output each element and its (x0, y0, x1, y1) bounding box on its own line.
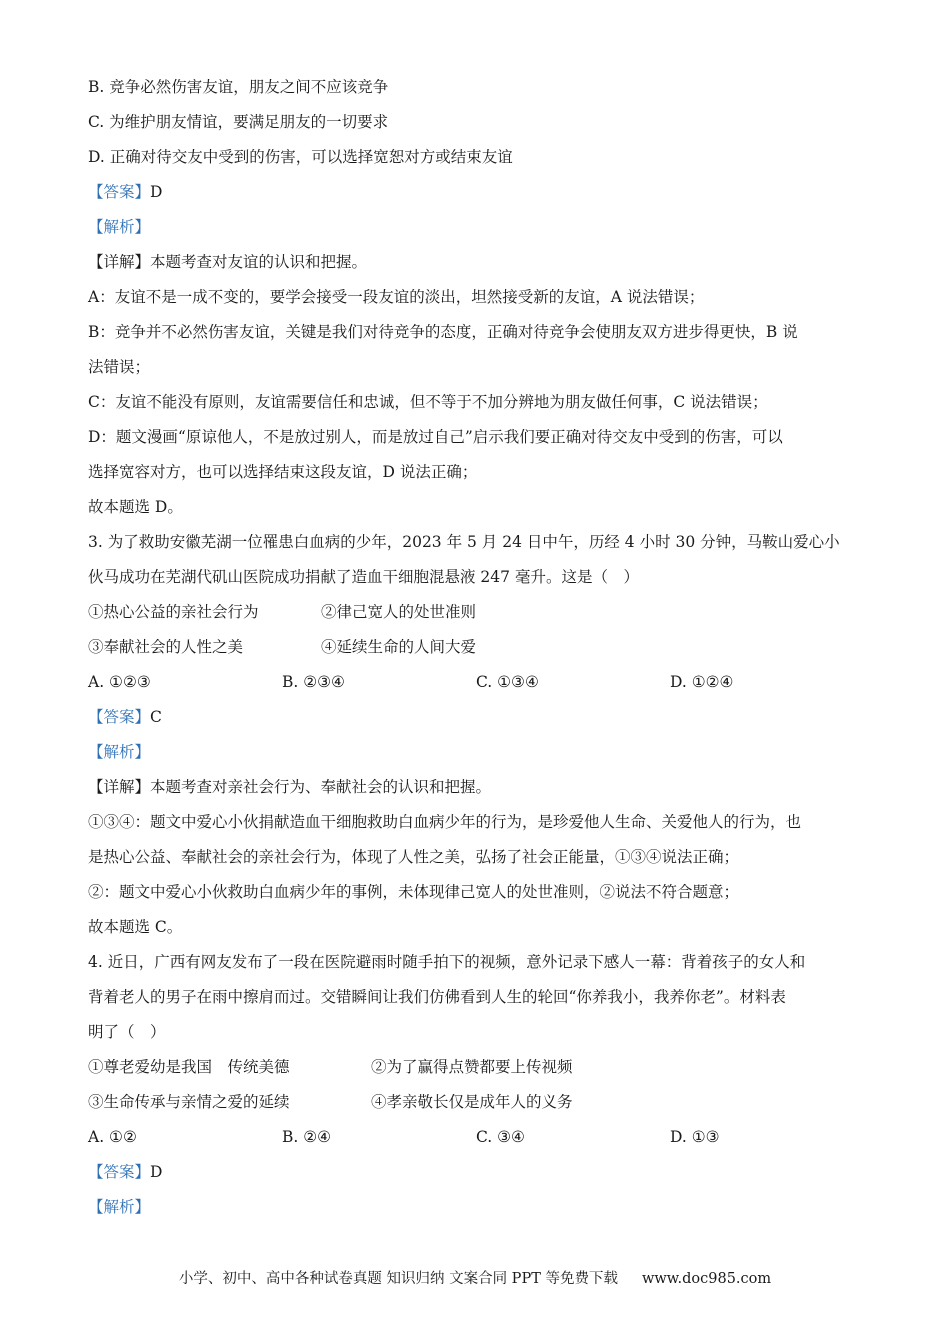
q2-conclusion: 故本题选 D。 (88, 498, 183, 516)
q3-stem-cont: 伙马成功在芜湖代矶山医院成功捐献了造血干细胞混悬液 247 毫升。这是（ ） (88, 568, 639, 586)
q4-items-row2 (88, 1085, 868, 1120)
q2-explain-a: A：友谊不是一成不变的，要学会接受一段友谊的淡出，坦然接受新的友谊，A 说法错误； (88, 288, 705, 306)
q3-explain-3: ②：题文中爱心小伙救助白血病少年的事例，未体现律己宽人的处世准则，②说法不符合题意； (88, 883, 740, 901)
analysis-tag: 【解析】 (88, 218, 151, 236)
q3-items-row1 (88, 595, 868, 630)
q2-option-d: D. 正确对待交友中受到的伤害，可以选择宽恕对方或结束友谊 (88, 148, 513, 166)
q2-explain-d: D：题文漫画“原谅他人，不是放过别人，而是放过自己”启示我们要正确对待交友中受到的伤害，可以 (88, 428, 783, 446)
q3-item-4: ④延续生命的人间大爱 (321, 638, 477, 656)
q3-option-d: D. ①②④ (670, 673, 734, 691)
q3-items-row2 (88, 630, 868, 665)
q4-item-4: ④孝亲敬长仅是成年人的义务 (371, 1093, 573, 1111)
detail-text: 本题考查对友谊的认识和把握。 (150, 253, 368, 271)
q3-stem: 3. 为了救助安徽芜湖一位罹患白血病的少年，2023 年 5 月 24 日中午，历经 4 小时 30 分钟，马鞍山爱心小 (88, 533, 840, 551)
q2-option-b: B. 竞争必然伤害友谊，朋友之间不应该竞争 (88, 78, 389, 96)
answer-tag: 【答案】 (88, 1163, 151, 1181)
q4-options (88, 1120, 868, 1155)
q4-option-c: C. ③④ (476, 1128, 525, 1146)
q3-options (88, 665, 868, 700)
q2-analysis (88, 210, 868, 245)
q3-explain-2: 是热心公益、奉献社会的亲社会行为，体现了人性之美，弘扬了社会正能量，①③④说法正确； (88, 848, 740, 866)
q2-explain-b: B：竞争并不必然伤害友谊，关键是我们对待竞争的态度，正确对待竞争会使朋友双方进步得更快，B 说 (88, 323, 798, 341)
answer-tag: 【答案】 (88, 183, 151, 201)
q4-item-1: ①尊老爱幼是我国 传统美德 (88, 1058, 290, 1076)
detail-tag: 【详解】 (88, 253, 151, 271)
q4-option-a: A. ①② (88, 1128, 137, 1146)
q3-detail (88, 770, 868, 805)
answer-value: D (150, 183, 163, 201)
q4-item-3: ③生命传承与亲情之爱的延续 (88, 1093, 290, 1111)
document-body (88, 70, 868, 1225)
answer-value: C (150, 708, 162, 726)
q3-analysis (88, 735, 868, 770)
q4-stem-cont: 背着老人的男子在雨中擦肩而过。交错瞬间让我们仿佛看到人生的轮回“你养我小，我养你老”。材料表 (88, 988, 786, 1006)
q3-answer (88, 700, 868, 735)
page-footer (0, 1267, 950, 1288)
detail-tag: 【详解】 (88, 778, 151, 796)
q4-stem: 4. 近日，广西有网友发布了一段在医院避雨时随手拍下的视频，意外记录下感人一幕：背着孩子的女人和 (88, 953, 806, 971)
q2-answer (88, 175, 868, 210)
q3-conclusion: 故本题选 C。 (88, 918, 183, 936)
q3-item-2: ②律己宽人的处世准则 (321, 603, 477, 621)
analysis-tag: 【解析】 (88, 1198, 151, 1216)
q3-option-b: B. ②③④ (282, 673, 345, 691)
q4-analysis (88, 1190, 868, 1225)
q3-option-a: A. ①②③ (88, 673, 151, 691)
footer-text: 小学、初中、高中各种试卷真题 知识归纳 文案合同 PPT 等免费下载 (178, 1271, 618, 1287)
q2-explain-d-cont: 选择宽容对方，也可以选择结束这段友谊，D 说法正确； (88, 463, 478, 481)
q3-explain-1: ①③④：题文中爱心小伙捐献造血干细胞救助白血病少年的行为，是珍爱他人生命、关爱他人的行为，也 (88, 813, 802, 831)
q2-explain-b-cont: 法错误； (88, 358, 151, 376)
q4-items-row1 (88, 1050, 868, 1085)
q4-option-d: D. ①③ (670, 1128, 720, 1146)
detail-text: 本题考查对亲社会行为、奉献社会的认识和把握。 (150, 778, 492, 796)
q2-detail (88, 245, 868, 280)
q2-option-c: C. 为维护朋友情谊，要满足朋友的一切要求 (88, 113, 389, 131)
answer-value: D (150, 1163, 163, 1181)
q3-item-3: ③奉献社会的人性之美 (88, 638, 244, 656)
q4-answer (88, 1155, 868, 1190)
q4-item-2: ②为了赢得点赞都要上传视频 (371, 1058, 573, 1076)
q2-explain-c: C：友谊不能没有原则，友谊需要信任和忠诚，但不等于不加分辨地为朋友做任何事，C 说法错误； (88, 393, 768, 411)
q4-option-b: B. ②④ (282, 1128, 332, 1146)
q3-option-c: C. ①③④ (476, 673, 539, 691)
answer-tag: 【答案】 (88, 708, 151, 726)
footer-url[interactable]: www.doc985.com (641, 1271, 772, 1287)
q4-stem-end: 明了（ ） (88, 1023, 166, 1041)
analysis-tag: 【解析】 (88, 743, 151, 761)
q3-item-1: ①热心公益的亲社会行为 (88, 603, 259, 621)
